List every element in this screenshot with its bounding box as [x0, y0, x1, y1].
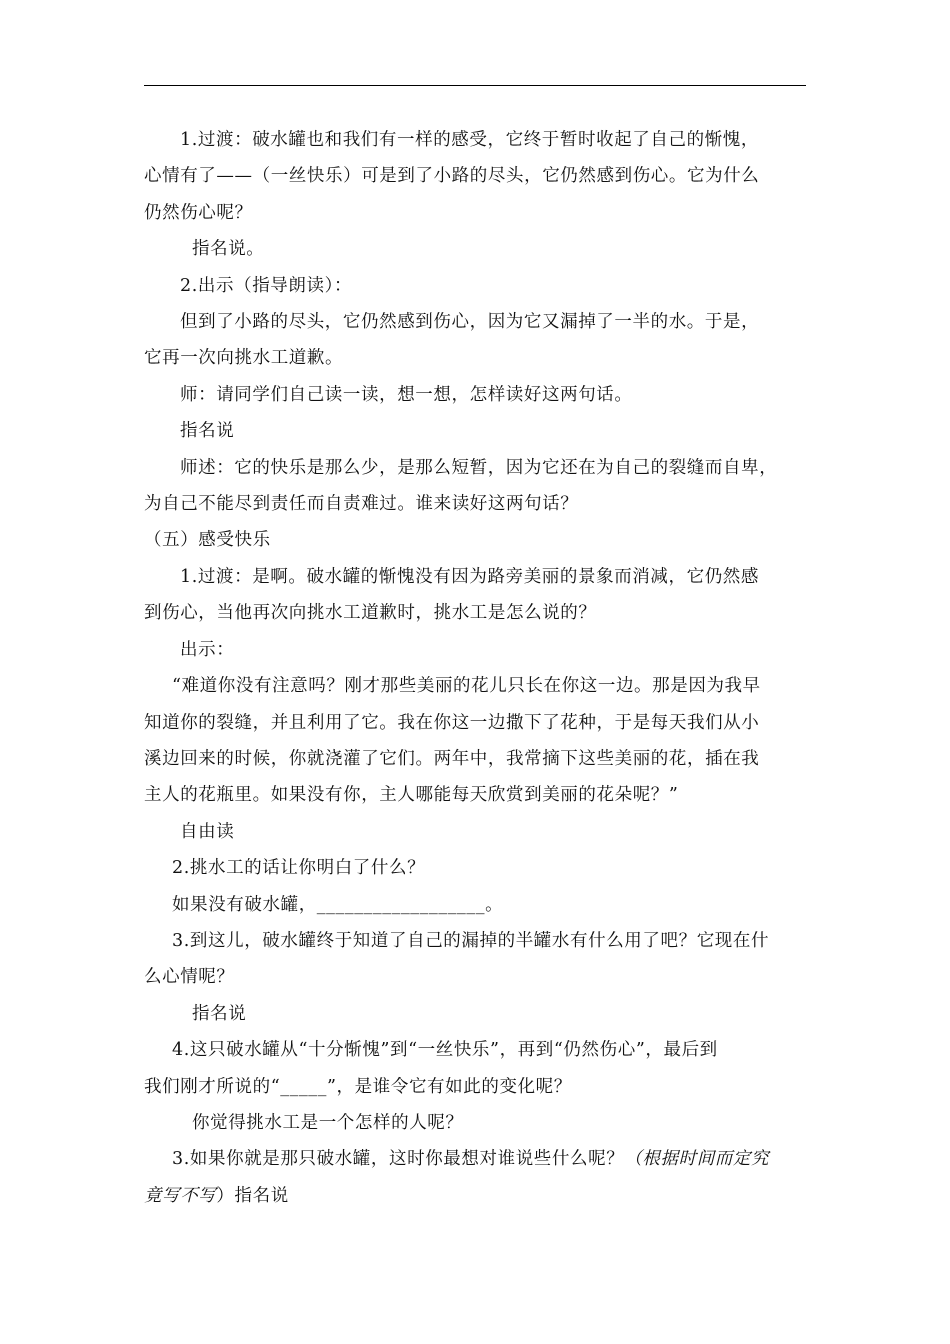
paragraph-show — [144, 632, 806, 668]
paragraph-call-on — [144, 413, 806, 449]
paragraph-question-2 — [144, 850, 806, 886]
paragraph-final-question — [144, 1141, 806, 1214]
paragraph-show-reading — [144, 268, 806, 304]
paragraph-free-reading — [144, 814, 806, 850]
text-line: “难道你没有注意吗？刚才那些美丽的花儿只长在你这一边。那是因为我早 — [172, 676, 761, 697]
text-line: 指名说 — [180, 421, 235, 442]
text-line: 师：请同学们自己读一读，想一想，怎样读好这两句话。 — [180, 384, 633, 405]
text-line: 1.过渡：破水罐也和我们有一样的感受，它终于暂时收起了自己的惭愧， — [180, 130, 759, 150]
text-line: 2.挑水工的话让你明白了什么？ — [172, 858, 426, 879]
text-line: 师述：它的快乐是那么少，是那么短暂，因为它还在为自己的裂缝而自卑， — [180, 457, 778, 478]
section-heading-feel-joy — [144, 522, 806, 558]
header-rule — [144, 85, 806, 86]
text-line: 但到了小路的尽头，它仍然感到伤心，因为它又漏掉了一半的水。于是， — [180, 312, 760, 333]
text-line: 知道你的裂缝，并且利用了它。我在你这一边撒下了花种，于是每天我们从小 — [144, 712, 760, 733]
text-line: 指名说 — [192, 1003, 247, 1024]
text-line: 指名说。 — [192, 239, 265, 260]
text-line: 仍然伤心呢？ — [144, 202, 253, 223]
text-line: 1.过渡：是啊。破水罐的惭愧没有因为路旁美丽的景象而消减，它仍然感 — [180, 566, 759, 587]
text-line: 你觉得挑水工是一个怎样的人呢？ — [192, 1112, 464, 1133]
text-line: 它再一次向挑水工道歉。 — [144, 348, 344, 369]
paragraph-water-carrier-question — [144, 1105, 806, 1141]
paragraph-transition-2 — [144, 559, 806, 632]
text-line: 4.这只破水罐从“十分惭愧”到“一丝快乐”，再到“仍然伤心”，最后到 — [172, 1040, 718, 1061]
text-line — [144, 1178, 806, 1214]
paragraph-water-carrier-quote — [144, 668, 806, 814]
paragraph-question-3 — [144, 923, 806, 996]
text-line: 溪边回来的时候，你就浇灌了它们。两年中，我常摘下这些美丽的花，插在我 — [144, 748, 760, 769]
paragraph-call-on — [144, 231, 806, 267]
italic-note: （根据时间而定究 — [624, 1149, 770, 1170]
question-text: 3.如果你就是那只破水罐，这时你最想对谁说些什么呢？ — [172, 1149, 625, 1170]
text-line: （五）感受快乐 — [144, 530, 271, 551]
paragraph-quote-end-of-path — [144, 304, 806, 377]
text-line: 心情有了——（一丝快乐）可是到了小路的尽头，它仍然感到伤心。它为什么 — [144, 166, 760, 187]
paragraph-teacher-narration — [144, 450, 806, 523]
text-line: 到伤心，当他再次向挑水工道歉时，挑水工是怎么说的？ — [144, 603, 597, 624]
paragraph-teacher-prompt — [144, 377, 806, 413]
text-line: 我们刚才所说的“_____”，是谁令它有如此的变化呢？ — [144, 1076, 572, 1097]
text-line: 么心情呢？ — [144, 967, 235, 988]
paragraph-transition-1 — [144, 122, 806, 231]
paragraph-fill-blank — [144, 887, 806, 923]
italic-note-continued: 竟写不写 — [144, 1185, 217, 1206]
text-line — [144, 1141, 806, 1177]
text-line: 出示： — [180, 639, 235, 660]
text-line: 3.到这儿，破水罐终于知道了自己的漏掉的半罐水有什么用了吧？它现在什 — [172, 930, 770, 951]
paragraph-question-4 — [144, 1032, 806, 1105]
text-line: 主人的花瓶里。如果没有你，主人哪能每天欣赏到美丽的花朵呢？” — [144, 785, 679, 806]
text-line: 2.出示（指导朗读）： — [180, 275, 353, 296]
text-line: 自由读 — [180, 821, 235, 842]
call-on-suffix: ）指名说 — [216, 1185, 289, 1206]
text-line: 为自己不能尽到责任而自责难过。谁来读好这两句话？ — [144, 494, 579, 515]
paragraph-call-on — [144, 996, 806, 1032]
document-body — [144, 122, 806, 1214]
text-line: 如果没有破水罐，__________________。 — [172, 894, 504, 915]
